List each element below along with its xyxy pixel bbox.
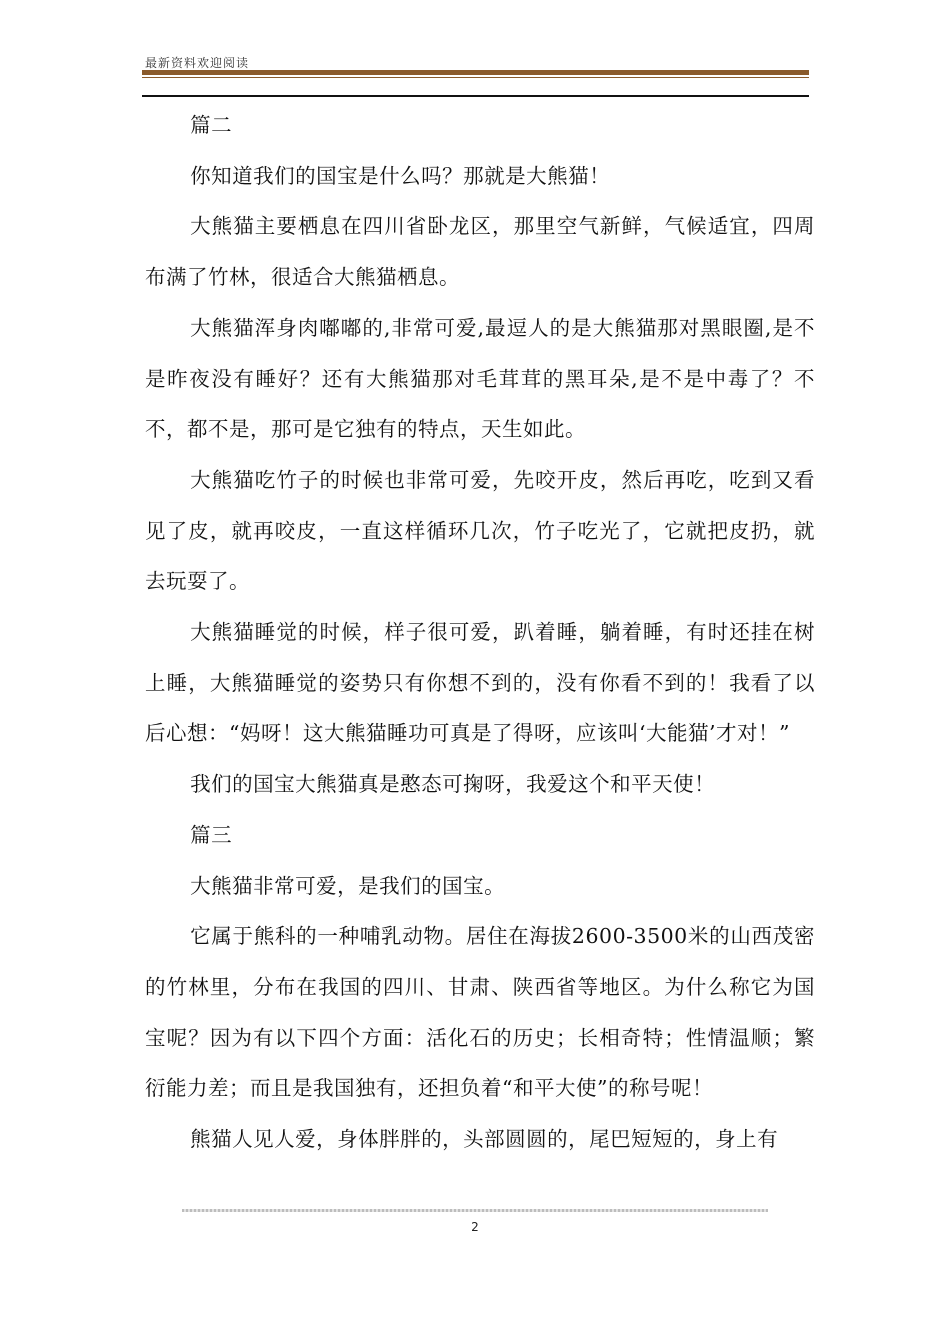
paragraph: 熊猫人见人爱，身体胖胖的，头部圆圆的，尾巴短短的，身上有 <box>190 1127 779 1152</box>
footer-rule <box>182 1209 768 1212</box>
paragraph: 我们的国宝大熊猫真是憨态可掬呀，我爱这个和平天使！ <box>190 772 716 797</box>
paragraph: 大熊猫睡觉的时候，样子很可爱，趴着睡，躺着睡，有时还挂在树上睡，大熊猫睡觉的姿势只有你想不到的，没有你看不到的！我看了以后心想：“妈呀！这大熊猫睡功可真是了得呀，应该叫‘大能猫’才对！” <box>145 620 815 746</box>
paragraph: 它属于熊科的一种哺乳动物。居住在海拔2600-3500米的山西茂密的竹林里，分布在我国的四川、甘肃、陕西省等地区。为什么称它为国宝呢？因为有以下四个方面：活化石的历史；长相奇特；性情温顺；繁衍能力差；而且是我国独有，还担负着“和平大使”的称号呢！ <box>145 924 815 1101</box>
document-body <box>145 100 815 1165</box>
header-black-rule <box>142 95 809 97</box>
paragraph: 大熊猫吃竹子的时候也非常可爱，先咬开皮，然后再吃，吃到又看见了皮，就再咬皮，一直这样循环几次，竹子吃光了，它就把皮扔，就去玩耍了。 <box>145 467 815 594</box>
paragraph: 你知道我们的国宝是什么吗？那就是大熊猫！ <box>190 163 611 188</box>
header-thin-rule <box>142 77 809 78</box>
paragraph: 大熊猫浑身肉嘟嘟的,非常可爱,最逗人的是大熊猫那对黑眼圈,是不是昨夜没有睡好？还有大熊猫那对毛茸茸的黑耳朵,是不是中毒了？不不，都不是，那可是它独有的特点，天生如此。 <box>145 315 815 442</box>
paragraph: 大熊猫主要栖息在四川省卧龙区，那里空气新鲜，气候适宜，四周布满了竹林，很适合大熊猫栖息。 <box>145 214 815 290</box>
page-number: 2 <box>471 1220 479 1234</box>
header-title: 最新资料欢迎阅读 <box>145 56 250 70</box>
header-brown-rule <box>142 70 809 75</box>
paragraph: 大熊猫非常可爱，是我们的国宝。 <box>190 873 506 898</box>
section-heading-2: 篇二 <box>190 113 233 137</box>
section-heading-3: 篇三 <box>190 822 233 847</box>
